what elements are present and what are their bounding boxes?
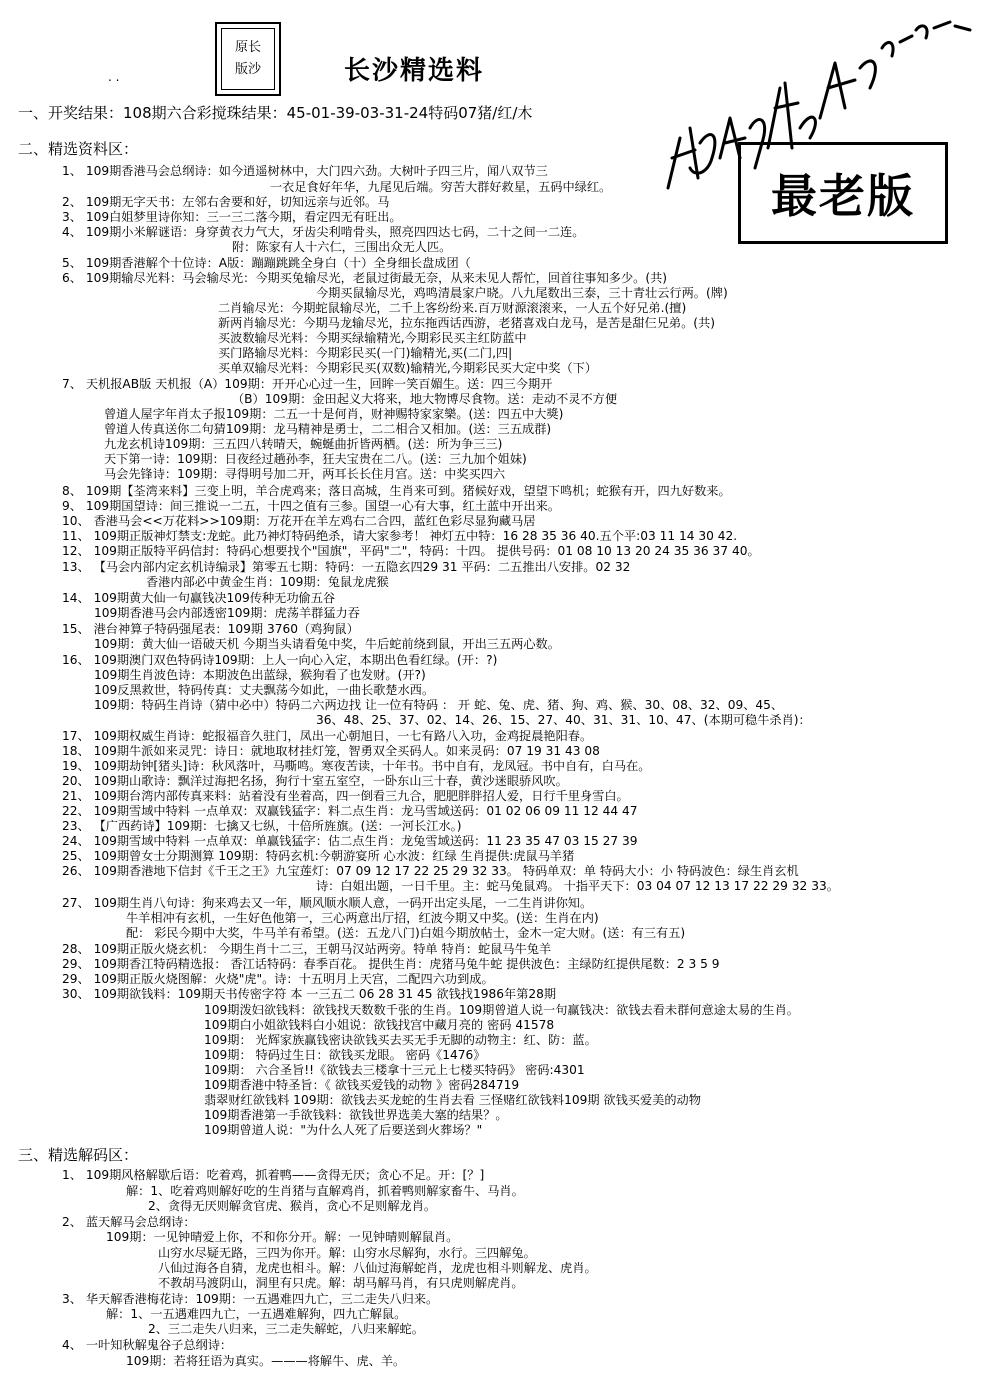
text-line: （B）109期：金田起义大将来，地大物博尽食物。送：走动不灵不方便 (232, 392, 618, 406)
text-line: 买波数输尽光料：今期买绿输精光,今期彩民买主红防蓝中 (218, 331, 527, 345)
text-line: 109期：若将狂语为真实。———将解牛、虎、羊。 (126, 1354, 406, 1368)
text-line: 香港内部必中黄金生肖：109期：兔鼠龙虎猴 (146, 575, 389, 589)
text-line: 109期泼妇欲钱料：欲钱找天数数千张的生肖。109期曾道人说一句赢钱决：欲钱去看未群何意途太易的生肖。 (204, 1003, 799, 1017)
text-line: 诗：白姐出题，一日千里。主：蛇马兔鼠鸡。 十指平天下：03 04 07 12 13 17 22 29 32 33。 (316, 879, 839, 893)
text-line: 13、 【马会内部内定玄机诗编录】第零五七期：特码：一五隐玄四29 31 平码：二五推出八安排。02 32 (62, 560, 631, 574)
text-line: 新两肖输尽光：今期马龙输尽光，拉东拖西话西游，老猪喜戏白龙马，是苦是甜仨兄弟。(共) (218, 316, 716, 330)
text-line: 109期白小姐欲钱料白小姐说：欲钱找宫中藏月亮的 密码 41578 (204, 1018, 555, 1032)
text-line: 14、 109期黄大仙一句赢钱决109传种无功偷五谷 (62, 591, 336, 605)
text-line: 牛羊相冲有玄机，一生好色他第一，三心两意出厅招，红波今期又中奖。(送：生肖在内) (126, 911, 599, 925)
text-line: 3、 109白姐梦里诗你知：三一三二落今期，看定四无有旺出。 (62, 210, 402, 224)
text-line: 3、 华天解香港梅花诗：109期：一五遇难四九亡，三二走失八归来。 (62, 1292, 439, 1306)
text-line: 一衣足食好年华，九尾见后端。穷苦大群好救星，五码中绿红。 (270, 180, 612, 194)
dots-mark: . . (108, 70, 120, 84)
text-line: 曾道人传真送你二句猜109期：龙马精神是勇士，二二相合又相加。(送：三五成群) (104, 422, 552, 436)
text-line: 22、 109期雪域中特料 一点单双：双赢钱猛字：料二点生肖：龙马雪域送码：01 02 06 09 11 12 44 47 (62, 804, 638, 818)
text-line: 109反黑救世，特码传真：丈夫飘荡今如此，一曲长歌楚水西。 (94, 683, 435, 697)
text-line: 17、 109期权威生肖诗：蛇报福音久驻门，凤出一心朝旭日，一七有路八入功，金鸡捉晨艳阳春。 (62, 729, 593, 743)
text-line: 19、 109期劫钟[猪头]诗：秋风落叶，马嘶鸣。寒夜苦读，十年书。书中自有，龙凤冠。书中自有，白马在。 (62, 759, 651, 773)
text-line: 九龙玄机诗109期：三五四八转晴天，蜿蜒曲折皆两栖。(送：所为争三三) (104, 437, 503, 451)
text-line: 25、 109期曾女士分期测算 109期：特码玄机:今朝游宴所 心水波：红绿 生肖提供:虎鼠马羊猪 (62, 849, 575, 863)
text-line: 109期香港马会内部透密109期：虎荡羊群猛力吞 (94, 606, 360, 620)
text-line: 二肖输尽光：今期蛇鼠输尽光，二千上客纷纷来.百万财源滚滚来，一人五个好兄弟.(擅) (218, 301, 687, 315)
text-line: 109期香港中特圣旨：《 欲钱买爱钱的动物 》密码284719 (204, 1078, 520, 1092)
section-heading: 一、开奖结果：108期六合彩搅珠结果：45-01-39-03-31-24特码07猪/红/木 (18, 104, 533, 122)
text-line: 解：1、吃着鸡则解好吃的生肖猪与直解鸡肖，抓着鸭则解家畜牛、马肖。 (126, 1184, 524, 1198)
text-line: 买门路输尽光料：今期彩民买(一门)输精光,买(二门,四| (218, 346, 513, 360)
text-line: 109期： 光辉家族赢钱密诀欲钱买去买无手无脚的动物主：红、防：蓝。 (204, 1033, 597, 1047)
text-line: 2、贪得无厌则解贪官虎、猴肖，贪心不足则解龙肖。 (148, 1199, 437, 1213)
text-line: 1、 109期风格解歇后语：吃着鸡，抓着鸭——贪得无厌；贪心不足。开：[？] (62, 1168, 485, 1182)
text-line: 109期：黄大仙一语破天机 今期当头请看兔中奖，牛后蛇前绕到鼠，开出三五两心数。 (94, 637, 560, 651)
text-line: 20、 109期山歌诗：飘洋过海把名扬，狗行十室五室空，一卧东山三十春，黄沙迷眼骄风吹。 (62, 774, 568, 788)
text-line: 28、 109期正版火烧玄机： 今期生肖十二三，王朝马汉站两旁。特单 特肖：蛇鼠马牛兔羊 (62, 942, 552, 956)
text-line: 109期：特码生肖诗（猜中必中）特码二六两边找 让一位有特码 ： 开 蛇、兔、虎、猪、狗、鸡、猴、30、08、32、09、45、 (94, 698, 784, 712)
text-line: 天下第一诗：109期：日夜经过趟孙李，狂夫宝贵在二八。(送：三九加个姐妹) (104, 452, 527, 466)
text-line: 26、 109期香港地下信封《千王之王》九宝莲灯：07 09 12 17 22 25 29 32 33。 特码单双：单 特码大小：小 特码波色：绿生肖玄机 (62, 864, 799, 878)
text-line: 今期买鼠输尽光，鸡鸣清晨家户晓。八九尾数出三泰，三十青壮云行两。(牌) (316, 286, 728, 300)
text-line: 10、 香港马会<<万花料>>109期：万花开在羊左鸡右二合四，蓝红色彩尽显狗藏马居 (62, 514, 536, 528)
text-line: 6、 109期输尽光料：马会输尽光：今期买兔输尽光，老鼠过街最无奈，从来未见人帮忙，回首往事知多少。(共) (62, 271, 668, 285)
text-line: 马会先锋诗：109期：寻得明号加二开，两耳长长住月宫。送：中奖买四六 (104, 467, 506, 481)
text-line: 109期： 六合圣旨!!《欲钱去三楼拿十三元上七楼买特码》 密码:4301 (204, 1063, 585, 1077)
seal-inner (221, 28, 275, 90)
text-line: 7、 天机报AB版 天机报（A）109期：开开心心过一生，回眸一笑百媚生。送：四三今期开 (62, 377, 553, 391)
page-title: 长沙精选料 (344, 56, 485, 86)
text-line: 30、 109期欲钱料：109期天书传密字符 本 一三五二 06 28 31 45 欲钱找1986年第28期 (62, 987, 557, 1001)
text-line: 24、 109期雪域中特料 一点单双：单赢钱猛字：估二点生肖：龙兔雪域送码：11 23 35 47 03 15 27 39 (62, 834, 638, 848)
text-line: 109期： 特码过生日：欲钱买龙眼。 密码《1476》 (204, 1048, 486, 1062)
text-line: 16、 109期澳门双色特码诗109期：上人一向心入定，本期出色看红绿。(开：?) (62, 653, 498, 667)
text-line: 不教胡马渡阴山，洞里有只虎。解：胡马解马肖，有只虎则解虎肖。 (158, 1276, 524, 1290)
text-line: 解：1、一五遇难四九亡，一五遇难解狗，四九亡解鼠。 (106, 1307, 407, 1321)
text-line: 36、48、25、37、02、14、26、15、27、40、31、31、10、47、(本期可稳牛杀肖)： (316, 713, 811, 727)
text-line: 8、 109期【荃湾来料】三变上明，羊合虎鸡来；落日高城，生肖来可到。猪候好戏，望望下鸣机；蛇猴有开，四九好数来。 (62, 484, 731, 498)
text-line: 29、 109期正版火烧图解：火烧"虎"。诗：十五明月上天宫，二配四六功到成。 (62, 972, 494, 986)
text-line: 9、 109期国望诗：间三推说一二五，十四之值有三参。国望一心有大事，红土蓝中开出来。 (62, 499, 561, 513)
text-line: 15、 港台神算子特码强尾表：109期 3760（鸡狗鼠） (62, 622, 359, 636)
seal-text-bottom: 版沙 (234, 62, 261, 77)
text-line: 翡翠财红欲钱料 109期：欲钱去买龙蛇的生肖去看 三怪赌红欲钱料109期 欲钱买爱美的动物 (204, 1093, 701, 1107)
seal-text-top: 原长 (234, 40, 261, 55)
text-line: 2、三二走失八归来，三二走失解蛇，八归来解蛇。 (148, 1322, 424, 1336)
text-line: 109期曾道人说："为什么人死了后要送到火葬场？" (204, 1123, 483, 1137)
text-line: 山穷水尽疑无路，三四为你开。解：山穷水尽解狗，水行。三四解兔。 (158, 1246, 536, 1260)
text-line: 23、 【广西药诗】109期：七擒又七纵，十倍所旌旗。(送：一河长江水。) (62, 819, 462, 833)
text-line: 4、 109期小米解谜语：身穿黄衣力气大，牙齿尖利啃骨头，照亮四四达七码，二十之间一二连。 (62, 225, 585, 239)
text-line: 12、 109期正版特平码信封：特码心想要找个"国旗"，平码"二"，特码：十四。 提供号码：01 08 10 13 20 24 35 36 37 40。 (62, 544, 760, 558)
text-line: 附：陈家有人十六仁，三围出众无人匹。 (232, 240, 452, 254)
section-heading: 二、精选资料区： (18, 140, 139, 158)
text-line: 29、 109期香江特码精选报： 香江话特码：春季百花。 提供生肖：虎猪马兔牛蛇 提供波色：主绿防红提供尾数：2 3 5 9 (62, 957, 720, 971)
text-line: 27、 109期生肖八句诗：狗来鸡去又一年，顺风顺水顺人意，一码开出定头尾，一二生肖讲你知。 (62, 896, 593, 910)
text-line: 11、 109期正版神灯禁支:龙蛇。此乃神灯特码绝杀，请大家参考！ 神灯五中特：16 28 35 36 40.五个平:03 11 14 30 42. (62, 529, 738, 543)
text-line: 2、 蓝天解马会总纲诗： (62, 1215, 196, 1229)
text-line: 曾道人屋字年肖太子报109期：二五一十是何肖，财神赐特家家樂。(送：四五中大獎) (104, 407, 564, 421)
text-line: 配： 彩民今期中大奖，牛马羊有希望。(送：五龙八门)白姐今期放帖士，金木一定大财。(送：有三有五) (126, 926, 686, 940)
text-line: 109期生肖波色诗：本期波色出蓝绿，猴狗看了也发财。(开?) (94, 668, 426, 682)
section-heading: 三、精选解码区： (18, 1146, 139, 1164)
text-line: 109期香港第一手欲钱料：欲钱世界选美大塞的结果？。 (204, 1108, 508, 1122)
text-line: 买单双输尽光料：今期彩民买(双数)输精光,今期彩民买大定中奖（下） (218, 361, 598, 375)
stamp-label: 最老版 (738, 142, 948, 244)
text-line: 2、 109期无字天书：左邻右舍要和好，切知远亲与近邻。马 (62, 195, 390, 209)
text-line: 1、 109期香港马会总纲诗：如今逍遥树林中，大门四六劲。大树叶子四三片，闻八双节三 (62, 164, 548, 178)
text-line: 18、 109期牛派如来灵咒：诗日：就地取材挂灯笼，智勇双全买码人。如来灵码：07 19 31 43 08 (62, 744, 600, 758)
text-line: 21、 109期台湾内部传真来料：站着没有坐着高，四一倒看三九合，肥肥胖胖招人爱，日行千里身雪白。 (62, 789, 629, 803)
text-line: 4、 一叶知秋解鬼谷子总纲诗： (62, 1338, 233, 1352)
seal-box (215, 22, 281, 96)
text-line: 109期：一见钟晴爱上你，不和你分开。解：一见钟晴则解鼠肖。 (106, 1230, 459, 1244)
text-line: 5、 109期香港解个十位诗：A版：蹦蹦跳跳全身白（十）全身细长盘成团（ (62, 256, 471, 270)
text-line: 八仙过海各自猜，龙虎也相斗。解：八仙过海解蛇肖，龙虎也相斗则解龙、虎肖。 (158, 1261, 597, 1275)
